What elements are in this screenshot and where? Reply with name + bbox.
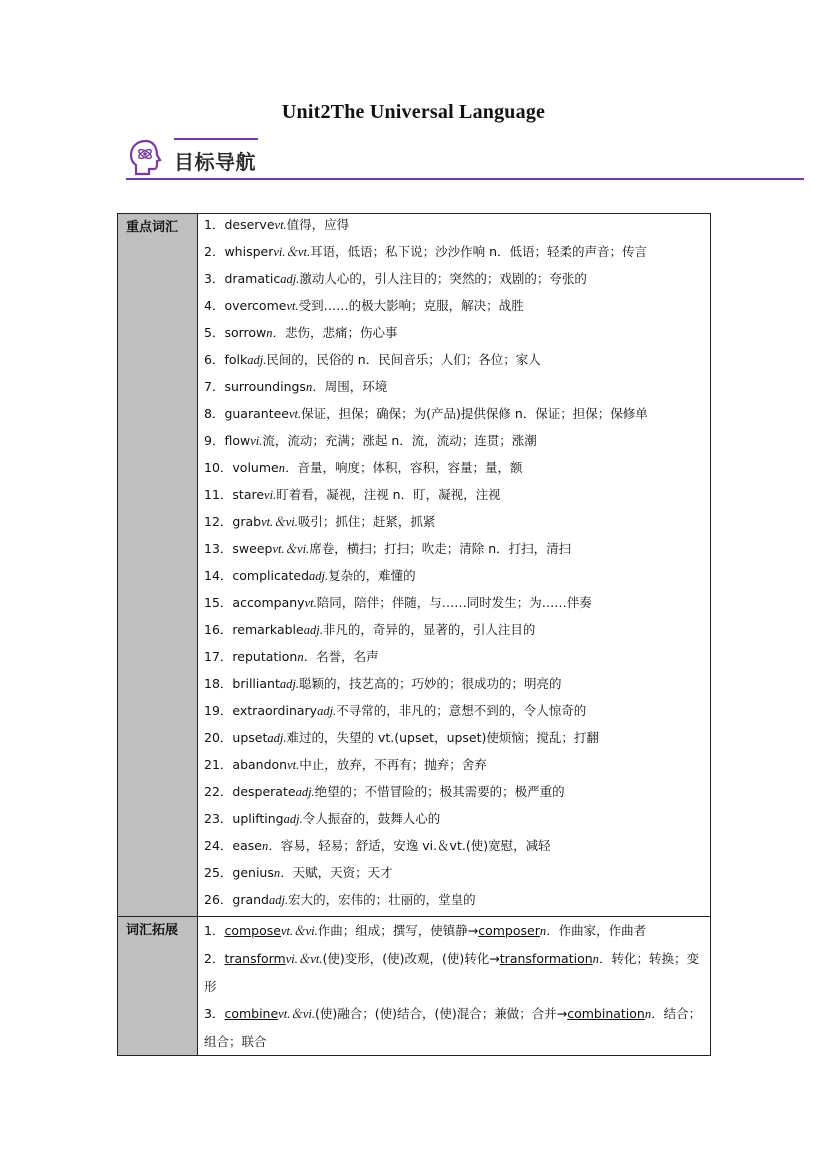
vocab-word: reputation: [232, 649, 298, 664]
vocab-definition: 席卷，横扫；打扫；吹走；清除 n．打扫，清扫: [309, 541, 572, 556]
vocab-number: 8．: [204, 406, 225, 421]
extension-pos: vt.＆vi.: [278, 1007, 315, 1021]
vocab-pos: adj.: [247, 353, 267, 367]
vocab-definition: 中止，放弃，不再有；抛弃；舍弃: [299, 757, 487, 772]
vocab-item: [204, 673, 706, 700]
banner-top-accent: [174, 138, 258, 140]
arrow-icon: →: [489, 951, 500, 966]
vocab-pos: n．: [305, 380, 325, 394]
derived-pos: n．: [539, 924, 559, 938]
arrow-icon: →: [467, 923, 479, 938]
vocab-definition: 非凡的，奇异的，显著的，引人注目的: [322, 622, 536, 637]
vocab-pos: vi.: [264, 488, 277, 502]
vocab-item: [204, 349, 706, 376]
vocab-item: [204, 808, 706, 835]
derived-pos: n．: [644, 1007, 664, 1021]
vocab-word: complicated: [232, 568, 310, 583]
extension-definition: (使)变形，(使)改观，(使)转化: [322, 951, 490, 966]
section-banner: [126, 137, 804, 183]
extension-definition: (使)融合；(使)结合，(使)混合；兼做；合并: [314, 1006, 557, 1021]
vocab-definition: 耳语，低语；私下说；沙沙作响 n．低语；轻柔的声音；传言: [310, 244, 648, 259]
vocab-item: [204, 430, 706, 457]
derived-pos: n．: [592, 952, 612, 966]
arrow-icon: →: [556, 1006, 568, 1021]
vocab-item: [204, 754, 706, 781]
vocab-number: 4．: [204, 298, 225, 313]
vocab-number: 7．: [204, 379, 225, 394]
derived-definition: 作曲家，作曲者: [558, 923, 647, 938]
vocab-pos: n．: [261, 839, 281, 853]
section-row-key-words: [118, 214, 711, 917]
vocab-table: [117, 213, 711, 1056]
vocab-pos: adj.: [295, 785, 315, 799]
extension-item: [204, 917, 706, 945]
vocab-item: [204, 862, 706, 889]
vocab-number: 23．: [204, 811, 233, 826]
vocab-number: 17．: [204, 649, 233, 664]
vocab-item: [204, 727, 706, 754]
vocab-pos: vt.: [287, 758, 300, 772]
vocab-definition: 令人振奋的，鼓舞人心的: [302, 811, 441, 826]
vocab-definition: 盯着看，凝视，注视 n．盯，凝视，注视: [276, 487, 501, 502]
vocab-word: uplifting: [232, 811, 284, 826]
vocab-word: extraordinary: [232, 703, 318, 718]
vocab-pos: vt.: [304, 596, 317, 610]
vocab-pos: n．: [266, 326, 286, 340]
category-key-words: 重点词汇: [118, 214, 198, 917]
derived-word: transformation: [499, 951, 593, 966]
extension-number: 2．: [204, 951, 225, 966]
vocab-item: [204, 565, 706, 592]
vocab-item: [204, 592, 706, 619]
vocab-definition: 民间的，民俗的 n．民间音乐；人们；各位；家人: [266, 352, 541, 367]
vocab-item: [204, 295, 706, 322]
extension-item: [204, 945, 706, 1000]
vocab-definition: 悲伤，悲痛；伤心事: [285, 325, 398, 340]
vocab-pos: vi.＆vt.: [273, 245, 311, 259]
extension-word: compose: [224, 923, 281, 938]
vocab-pos: n．: [297, 650, 317, 664]
vocab-definition: 陪同，陪伴；伴随，与……同时发生；为……伴奏: [316, 595, 592, 610]
vocab-item: [204, 646, 706, 673]
vocab-pos: n．: [278, 461, 298, 475]
vocab-pos: vi.: [250, 434, 263, 448]
vocab-number: 22．: [204, 784, 233, 799]
vocab-word: accompany: [232, 595, 305, 610]
vocab-definition: 名誉，名声: [316, 649, 379, 664]
vocab-word: abandon: [232, 757, 288, 772]
vocab-word: stare: [232, 487, 265, 502]
section-row-word-extension: [118, 917, 711, 1056]
vocab-number: 13．: [204, 541, 233, 556]
vocab-word: volume: [232, 460, 279, 475]
vocab-pos: adj.: [309, 569, 329, 583]
vocab-number: 20．: [204, 730, 233, 745]
vocab-number: 18．: [204, 676, 233, 691]
vocab-word: overcome: [224, 298, 287, 313]
head-atom-icon: [128, 139, 164, 177]
vocab-word: sorrow: [224, 325, 267, 340]
vocab-pos: adj.: [303, 623, 323, 637]
vocab-word: surroundings: [224, 379, 306, 394]
vocab-number: 15．: [204, 595, 233, 610]
vocab-item: [204, 457, 706, 484]
vocab-item: [204, 214, 706, 241]
vocab-word: dramatic: [224, 271, 281, 286]
vocab-pos: vt.: [286, 299, 299, 313]
extension-word: combine: [224, 1006, 279, 1021]
vocab-item: [204, 538, 706, 565]
vocab-number: 12．: [204, 514, 233, 529]
vocab-item: [204, 835, 706, 862]
vocab-definition: 音量，响度；体积，容积，容量；量，额: [297, 460, 523, 475]
vocab-item: [204, 322, 706, 349]
vocab-definition: 天赋，天资；天才: [292, 865, 393, 880]
vocab-pos: adj.: [280, 272, 300, 286]
vocab-number: 11．: [204, 487, 233, 502]
vocab-definition: 流，流动；充满；涨起 n．流，流动；连贯；涨潮: [262, 433, 537, 448]
vocab-pos: adj.: [267, 731, 287, 745]
vocab-item: [204, 376, 706, 403]
extension-number: 3．: [204, 1006, 225, 1021]
extension-definition: 作曲；组成；撰写，使镇静: [317, 923, 468, 938]
vocab-definition: 激动人心的，引人注目的；突然的；戏剧的；夸张的: [299, 271, 587, 286]
vocab-item: [204, 700, 706, 727]
vocab-definition: 容易，轻易；舒适，安逸 vi.＆vt.(使)宽慰，减轻: [280, 838, 551, 853]
vocab-definition: 受到……的极大影响；克服，解决；战胜: [298, 298, 524, 313]
vocab-number: 6．: [204, 352, 225, 367]
vocab-pos: vt.＆vi.: [272, 542, 310, 556]
vocab-word: whisper: [224, 244, 274, 259]
vocab-item: [204, 241, 706, 268]
vocab-item: [204, 268, 706, 295]
vocab-definition: 吸引；抓住；赶紧，抓紧: [297, 514, 436, 529]
word-extension-list: [198, 917, 711, 1056]
page-title: Unit2The Universal Language: [281, 101, 546, 123]
vocab-number: 1．: [204, 217, 225, 232]
extension-item: [204, 1000, 706, 1055]
vocab-pos: adj.: [283, 812, 303, 826]
derived-word: composer: [478, 923, 540, 938]
vocab-number: 21．: [204, 757, 233, 772]
derived-word: combination: [567, 1006, 645, 1021]
vocab-number: 24．: [204, 838, 233, 853]
vocab-definition: 难过的，失望的 vt.(upset，upset)使烦恼；搅乱；打翻: [286, 730, 599, 745]
extension-word: transform: [224, 951, 286, 966]
vocab-word: grab: [232, 514, 262, 529]
vocab-word: sweep: [232, 541, 273, 556]
vocab-number: 16．: [204, 622, 233, 637]
vocab-definition: 绝望的；不惜冒险的；极其需要的；极严重的: [314, 784, 565, 799]
vocab-definition: 宏大的，宏伟的；壮丽的，堂皇的: [288, 892, 476, 907]
vocab-item: [204, 781, 706, 808]
vocab-word: genius: [232, 865, 274, 880]
vocab-word: deserve: [224, 217, 275, 232]
vocab-word: desperate: [232, 784, 296, 799]
vocab-number: 5．: [204, 325, 225, 340]
banner-divider: [126, 178, 804, 180]
vocab-definition: 周围，环境: [324, 379, 388, 394]
banner-title: 目标导航: [174, 150, 256, 174]
vocab-word: ease: [232, 838, 262, 853]
vocab-pos: vt.＆vi.: [261, 515, 298, 529]
vocab-word: folk: [224, 352, 248, 367]
category-word-extension: 词汇拓展: [118, 917, 198, 1056]
vocab-definition: 聪颖的，技艺高的；巧妙的；很成功的；明亮的: [298, 676, 562, 691]
vocab-number: 10．: [204, 460, 233, 475]
vocab-pos: vt.: [288, 407, 302, 421]
key-words-list: [198, 214, 711, 917]
vocab-number: 14．: [204, 568, 233, 583]
vocab-number: 9．: [204, 433, 225, 448]
vocab-number: 2．: [204, 244, 225, 259]
vocab-pos: adj.: [317, 704, 337, 718]
vocab-number: 25．: [204, 865, 233, 880]
vocab-word: flow: [224, 433, 251, 448]
vocab-word: upset: [232, 730, 268, 745]
extension-number: 1．: [204, 923, 225, 938]
vocab-pos: vt.: [274, 218, 287, 232]
vocab-number: 19．: [204, 703, 233, 718]
vocab-number: 3．: [204, 271, 225, 286]
vocab-word: guarantee: [224, 406, 289, 421]
vocab-word: brilliant: [232, 676, 280, 691]
vocab-definition: 值得，应得: [286, 217, 350, 232]
vocab-word: remarkable: [232, 622, 304, 637]
vocab-item: [204, 484, 706, 511]
derived-definition: 结合；组合；联合: [204, 1006, 702, 1049]
vocab-pos: adj.: [279, 677, 299, 691]
vocab-definition: 保证，担保；确保；为(产品)提供保修 n．保证；担保；保修单: [301, 406, 648, 421]
extension-pos: vt.＆vi.: [280, 924, 318, 938]
extension-pos: vi.＆vt.: [285, 952, 323, 966]
vocab-definition: 不寻常的，非凡的；意想不到的，令人惊奇的: [336, 703, 587, 718]
vocab-definition: 复杂的，难懂的: [328, 568, 416, 583]
vocab-pos: n．: [273, 866, 293, 880]
vocab-item: [204, 403, 706, 430]
derived-definition: 转化；转换；变形: [204, 951, 699, 994]
vocab-item: [204, 889, 706, 916]
vocab-item: [204, 511, 706, 538]
vocab-item: [204, 619, 706, 646]
vocab-word: grand: [232, 892, 269, 907]
vocab-number: 26．: [204, 892, 233, 907]
vocab-pos: adj.: [269, 893, 289, 907]
